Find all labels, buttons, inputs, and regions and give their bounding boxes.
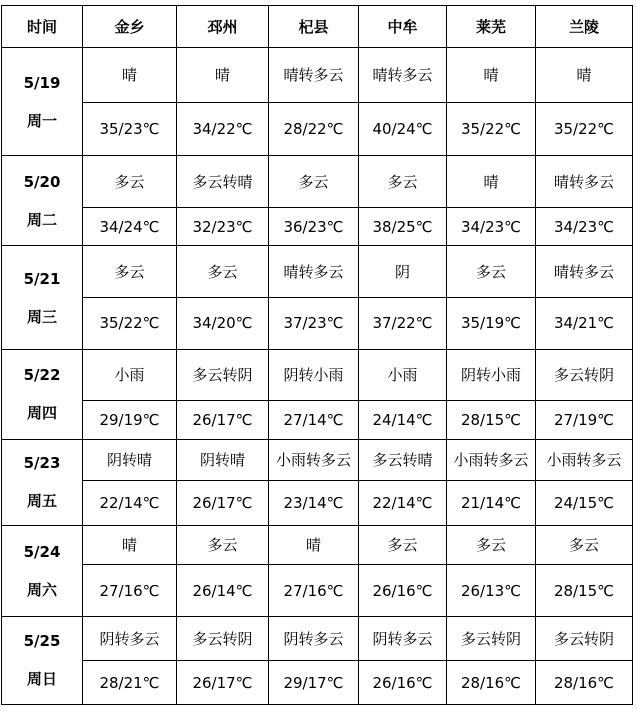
weather-condition: 多云转阴 [177, 616, 269, 661]
weather-condition: 晴转多云 [359, 48, 447, 103]
temperature-range: 27/19℃ [536, 401, 633, 439]
temperature-range: 28/21℃ [83, 661, 177, 705]
city-header: 莱芜 [447, 6, 536, 48]
weather-condition: 晴 [269, 525, 359, 564]
date-label: 5/24 [23, 542, 61, 561]
city-header: 杞县 [269, 6, 359, 48]
date-cell [2, 156, 83, 246]
weather-condition: 阴转多云 [269, 616, 359, 661]
weather-condition: 阴转多云 [359, 616, 447, 661]
weather-condition: 多云 [83, 156, 177, 208]
date-label: 5/22 [23, 366, 61, 385]
forecast-body [2, 48, 633, 705]
temperature-range: 35/22℃ [83, 298, 177, 350]
temperature-range: 37/22℃ [359, 298, 447, 350]
weather-condition: 晴转多云 [536, 246, 633, 298]
temperature-range: 34/23℃ [447, 207, 536, 245]
temperature-range: 26/16℃ [359, 565, 447, 617]
temperature-range: 28/22℃ [269, 102, 359, 156]
temperature-range: 29/17℃ [269, 661, 359, 705]
weather-condition: 多云 [447, 246, 536, 298]
weather-condition: 晴 [447, 48, 536, 103]
weather-condition: 多云 [177, 525, 269, 564]
weekday-label: 周五 [26, 492, 57, 511]
weather-condition: 多云 [447, 525, 536, 564]
city-header: 兰陵 [536, 6, 633, 48]
weather-condition: 小雨转多云 [269, 439, 359, 481]
weather-condition: 晴转多云 [269, 246, 359, 298]
temperature-range: 34/22℃ [177, 102, 269, 156]
weather-condition: 阴 [359, 246, 447, 298]
temperature-range: 28/16℃ [447, 661, 536, 705]
date-cell [2, 616, 83, 704]
temperature-range: 22/14℃ [83, 481, 177, 526]
temperature-range: 26/14℃ [177, 565, 269, 617]
weather-condition: 多云 [536, 525, 633, 564]
date-cell [2, 246, 83, 349]
weather-condition: 阴转多云 [83, 616, 177, 661]
weather-condition: 晴 [536, 48, 633, 103]
weather-condition: 晴 [447, 156, 536, 208]
temperature-range: 24/14℃ [359, 401, 447, 439]
weekday-label: 周三 [26, 307, 57, 326]
weather-condition: 多云转阴 [447, 616, 536, 661]
weather-row [2, 525, 633, 564]
weather-condition: 晴转多云 [536, 156, 633, 208]
temperature-row [2, 102, 633, 156]
weather-condition: 小雨 [83, 349, 177, 401]
weather-condition: 多云转阴 [177, 349, 269, 401]
weather-row [2, 156, 633, 208]
weekday-label: 周二 [26, 210, 57, 229]
temperature-row [2, 661, 633, 705]
weather-forecast-table [1, 5, 633, 705]
temperature-row [2, 401, 633, 439]
temperature-row [2, 207, 633, 245]
weather-condition: 小雨 [359, 349, 447, 401]
temperature-range: 40/24℃ [359, 102, 447, 156]
date-label: 5/23 [23, 454, 61, 473]
temperature-range: 35/22℃ [447, 102, 536, 156]
temperature-range: 27/16℃ [83, 565, 177, 617]
temperature-range: 23/14℃ [269, 481, 359, 526]
time-header: 时间 [2, 6, 83, 48]
temperature-range: 21/14℃ [447, 481, 536, 526]
date-cell [2, 525, 83, 616]
temperature-row [2, 565, 633, 617]
temperature-range: 28/15℃ [447, 401, 536, 439]
weather-condition: 多云 [359, 156, 447, 208]
weather-row [2, 616, 633, 661]
weather-condition: 小雨转多云 [536, 439, 633, 481]
weather-condition: 多云转阴 [536, 349, 633, 401]
weekday-label: 周四 [26, 404, 57, 423]
temperature-range: 26/16℃ [359, 661, 447, 705]
date-label: 5/21 [23, 269, 61, 288]
weather-condition: 多云 [269, 156, 359, 208]
temperature-row [2, 481, 633, 526]
temperature-range: 34/20℃ [177, 298, 269, 350]
city-header: 中牟 [359, 6, 447, 48]
temperature-range: 27/14℃ [269, 401, 359, 439]
weather-condition: 小雨转多云 [447, 439, 536, 481]
temperature-range: 35/23℃ [83, 102, 177, 156]
temperature-range: 24/15℃ [536, 481, 633, 526]
weather-condition: 阴转小雨 [447, 349, 536, 401]
weather-condition: 多云 [177, 246, 269, 298]
weather-condition: 多云 [83, 246, 177, 298]
temperature-range: 34/24℃ [83, 207, 177, 245]
weekday-label: 周六 [26, 580, 57, 599]
date-cell [2, 349, 83, 439]
weather-condition: 阴转晴 [177, 439, 269, 481]
temperature-range: 26/13℃ [447, 565, 536, 617]
weekday-label: 周一 [26, 111, 57, 130]
temperature-range: 35/22℃ [536, 102, 633, 156]
header-row [2, 6, 633, 48]
temperature-range: 26/17℃ [177, 401, 269, 439]
weather-condition: 晴 [83, 48, 177, 103]
city-header: 金乡 [83, 6, 177, 48]
weather-condition: 多云 [359, 525, 447, 564]
weather-row [2, 246, 633, 298]
weather-condition: 阴转小雨 [269, 349, 359, 401]
weather-row [2, 439, 633, 481]
date-label: 5/19 [23, 73, 61, 92]
weather-condition: 多云转阴 [536, 616, 633, 661]
temperature-range: 36/23℃ [269, 207, 359, 245]
weather-row [2, 349, 633, 401]
temperature-range: 27/16℃ [269, 565, 359, 617]
weather-condition: 多云转晴 [177, 156, 269, 208]
temperature-range: 29/19℃ [83, 401, 177, 439]
weather-condition: 多云转晴 [359, 439, 447, 481]
weather-condition: 晴转多云 [269, 48, 359, 103]
weather-row [2, 48, 633, 103]
temperature-range: 26/17℃ [177, 481, 269, 526]
temperature-range: 28/15℃ [536, 565, 633, 617]
date-cell [2, 48, 83, 156]
date-cell [2, 439, 83, 525]
weather-condition: 阴转晴 [83, 439, 177, 481]
temperature-row [2, 298, 633, 350]
temperature-range: 38/25℃ [359, 207, 447, 245]
temperature-range: 34/23℃ [536, 207, 633, 245]
weather-condition: 晴 [177, 48, 269, 103]
temperature-range: 35/19℃ [447, 298, 536, 350]
weather-condition: 晴 [83, 525, 177, 564]
date-label: 5/25 [23, 632, 61, 651]
temperature-range: 32/23℃ [177, 207, 269, 245]
temperature-range: 34/21℃ [536, 298, 633, 350]
city-header: 邳州 [177, 6, 269, 48]
date-label: 5/20 [23, 172, 61, 191]
temperature-range: 28/16℃ [536, 661, 633, 705]
temperature-range: 22/14℃ [359, 481, 447, 526]
weekday-label: 周日 [26, 670, 57, 689]
temperature-range: 26/17℃ [177, 661, 269, 705]
temperature-range: 37/23℃ [269, 298, 359, 350]
